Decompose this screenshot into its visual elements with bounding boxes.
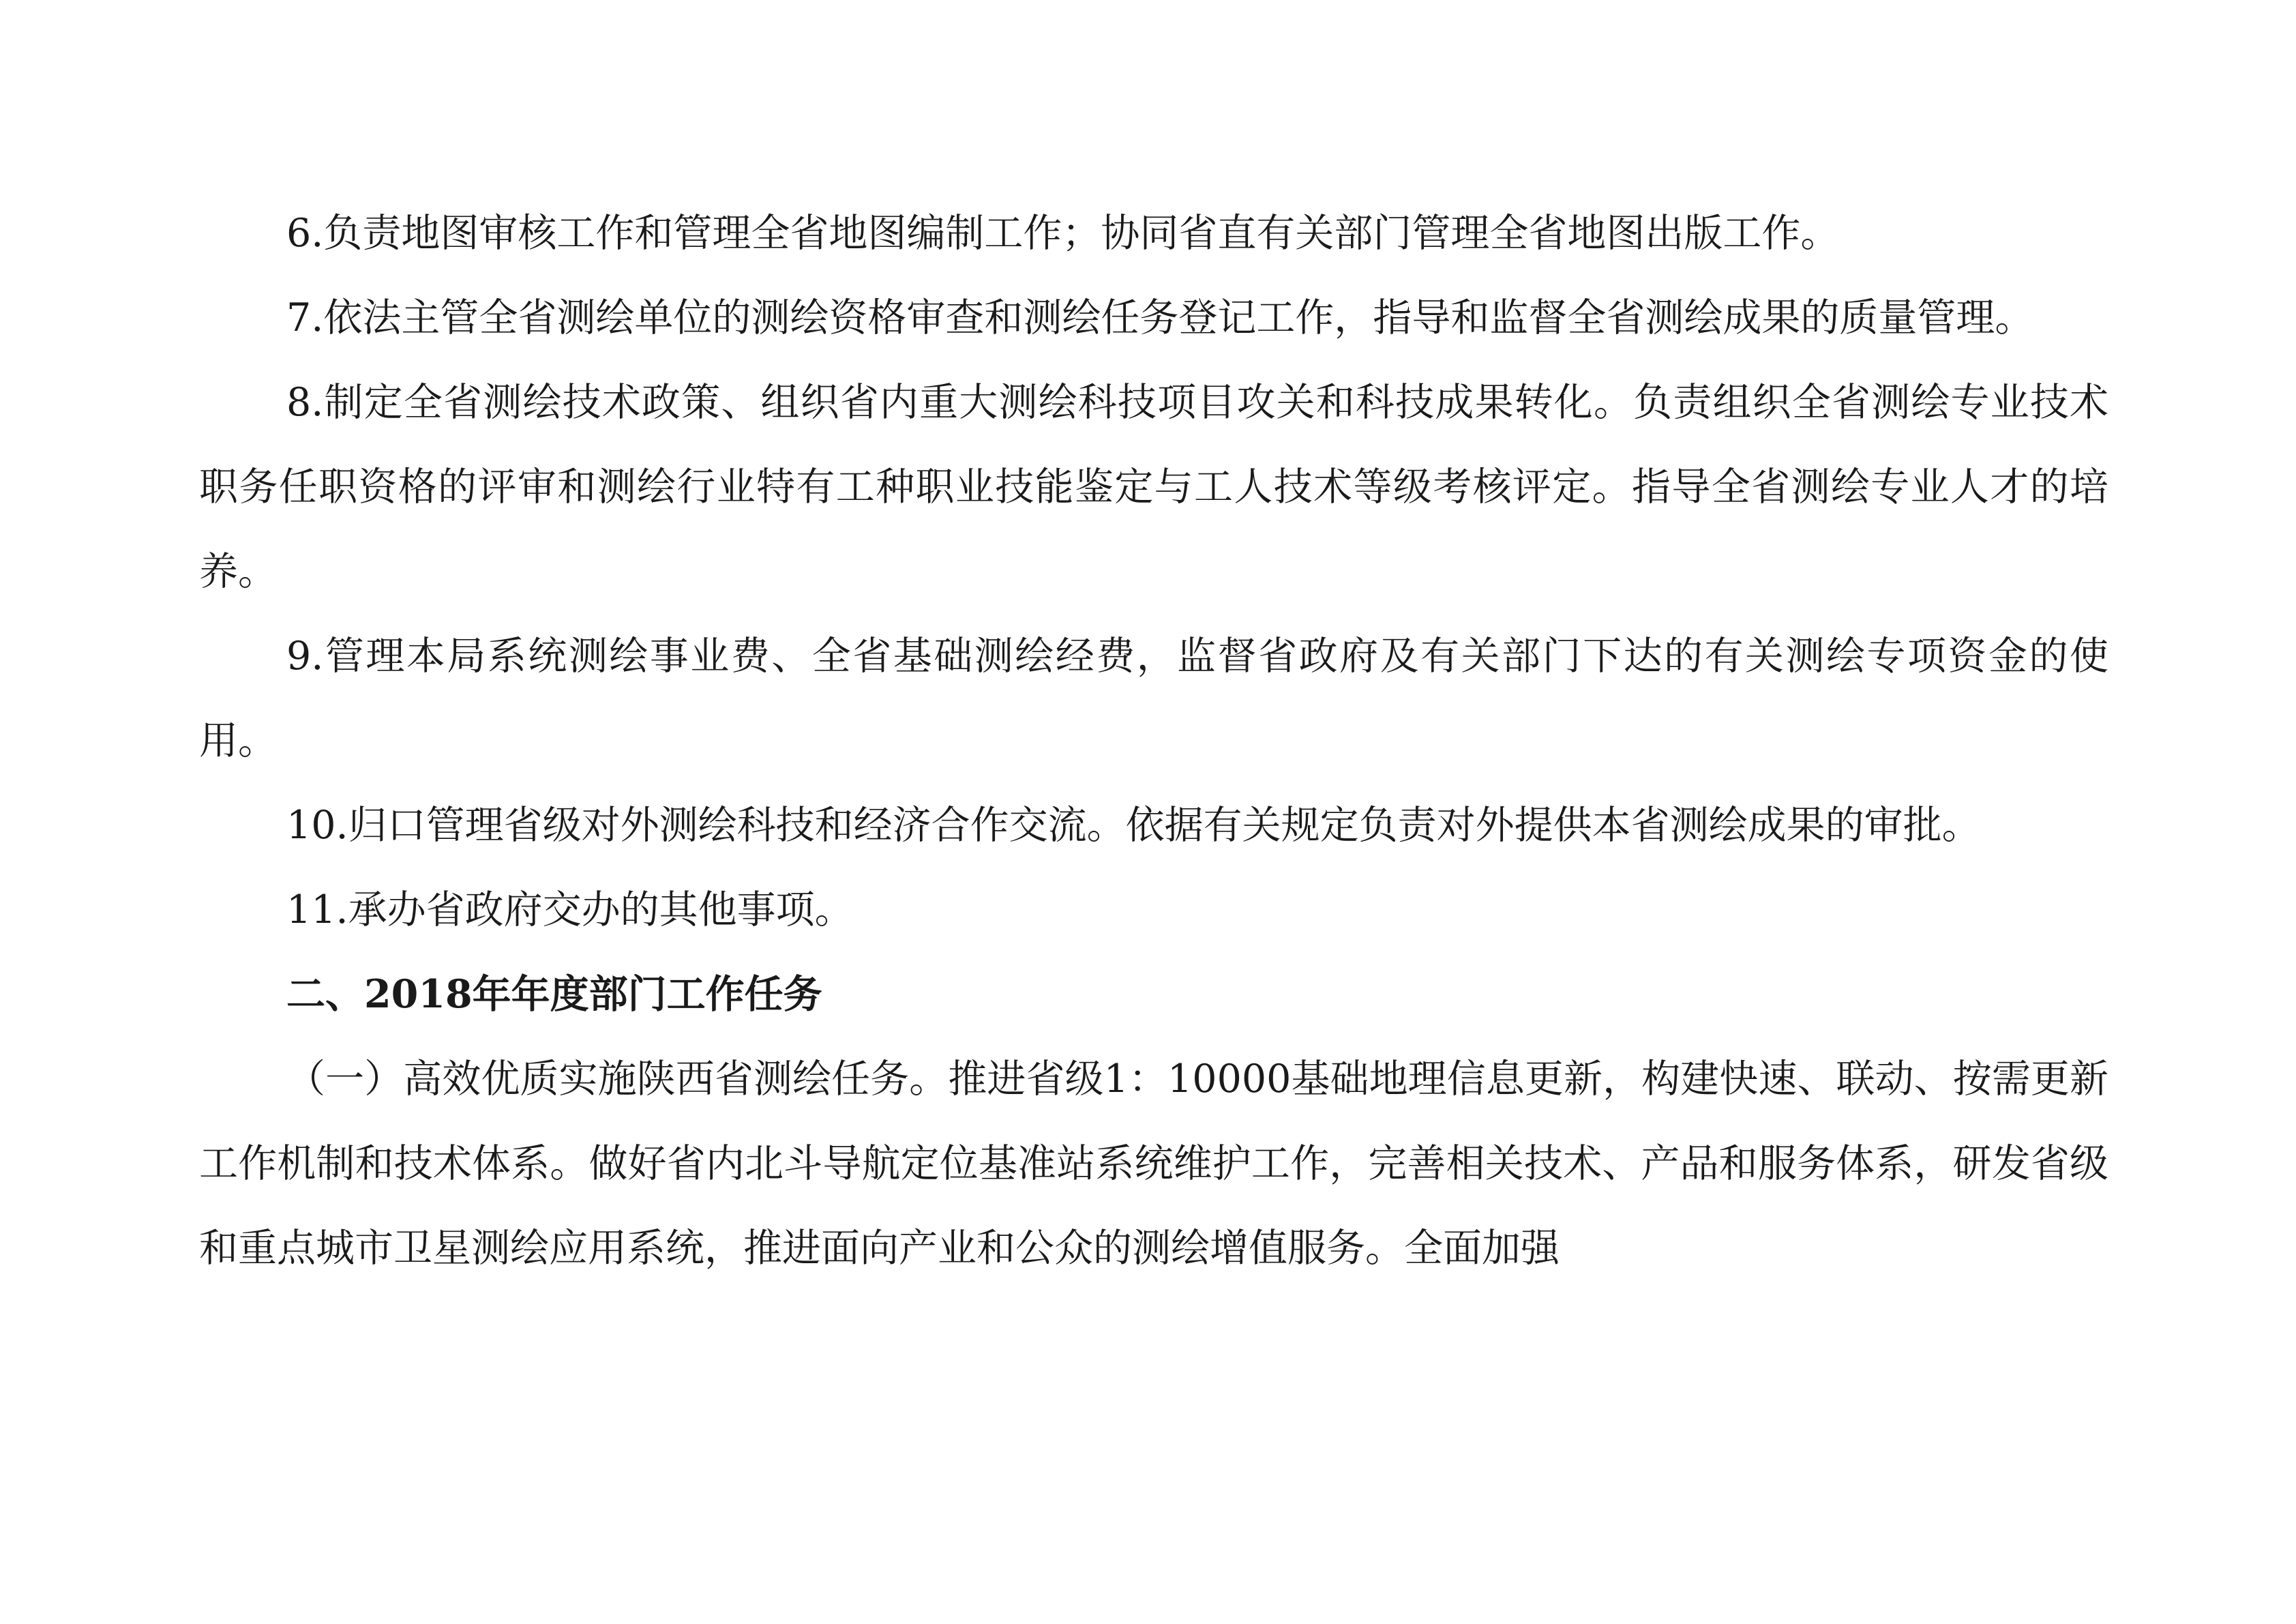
paragraph-item-8: 8.制定全省测绘技术政策、组织省内重大测绘科技项目攻关和科技成果转化。负责组织全省测绘专业技术职务任职资格的评审和测绘行业特有工种职业技能鉴定与工人技术等级考核评定。指导全省测绘专业人才的培养。 — [199, 380, 2108, 594]
document-body — [199, 191, 2108, 1290]
paragraph-item-10: 10.归口管理省级对外测绘科技和经济合作交流。依据有关规定负责对外提供本省测绘成果的审批。 — [286, 803, 1981, 848]
section-paragraph: （一）高效优质实施陕西省测绘任务。推进省级1：10000基础地理信息更新，构建快速、联动、按需更新工作机制和技术体系。做好省内北斗导航定位基准站系统维护工作，完善相关技术、产品和服务体系，研发省级和重点城市卫星测绘应用系统，推进面向产业和公众的测绘增值服务。全面加强 — [199, 1057, 2108, 1271]
paragraph-item-9: 9.管理本局系统测绘事业费、全省基础测绘经费，监督省政府及有关部门下达的有关测绘专项资金的使用。 — [199, 634, 2108, 763]
section-heading: 二、2018年年度部门工作任务 — [286, 971, 822, 1017]
paragraph-item-7: 7.依法主管全省测绘单位的测绘资格审查和测绘任务登记工作，指导和监督全省测绘成果的质量管理。 — [286, 295, 2034, 340]
paragraph-item-6: 6.负责地图审核工作和管理全省地图编制工作；协同省直有关部门管理全省地图出版工作。 — [286, 211, 1840, 256]
paragraph-item-11: 11.承办省政府交办的其他事项。 — [286, 887, 854, 932]
